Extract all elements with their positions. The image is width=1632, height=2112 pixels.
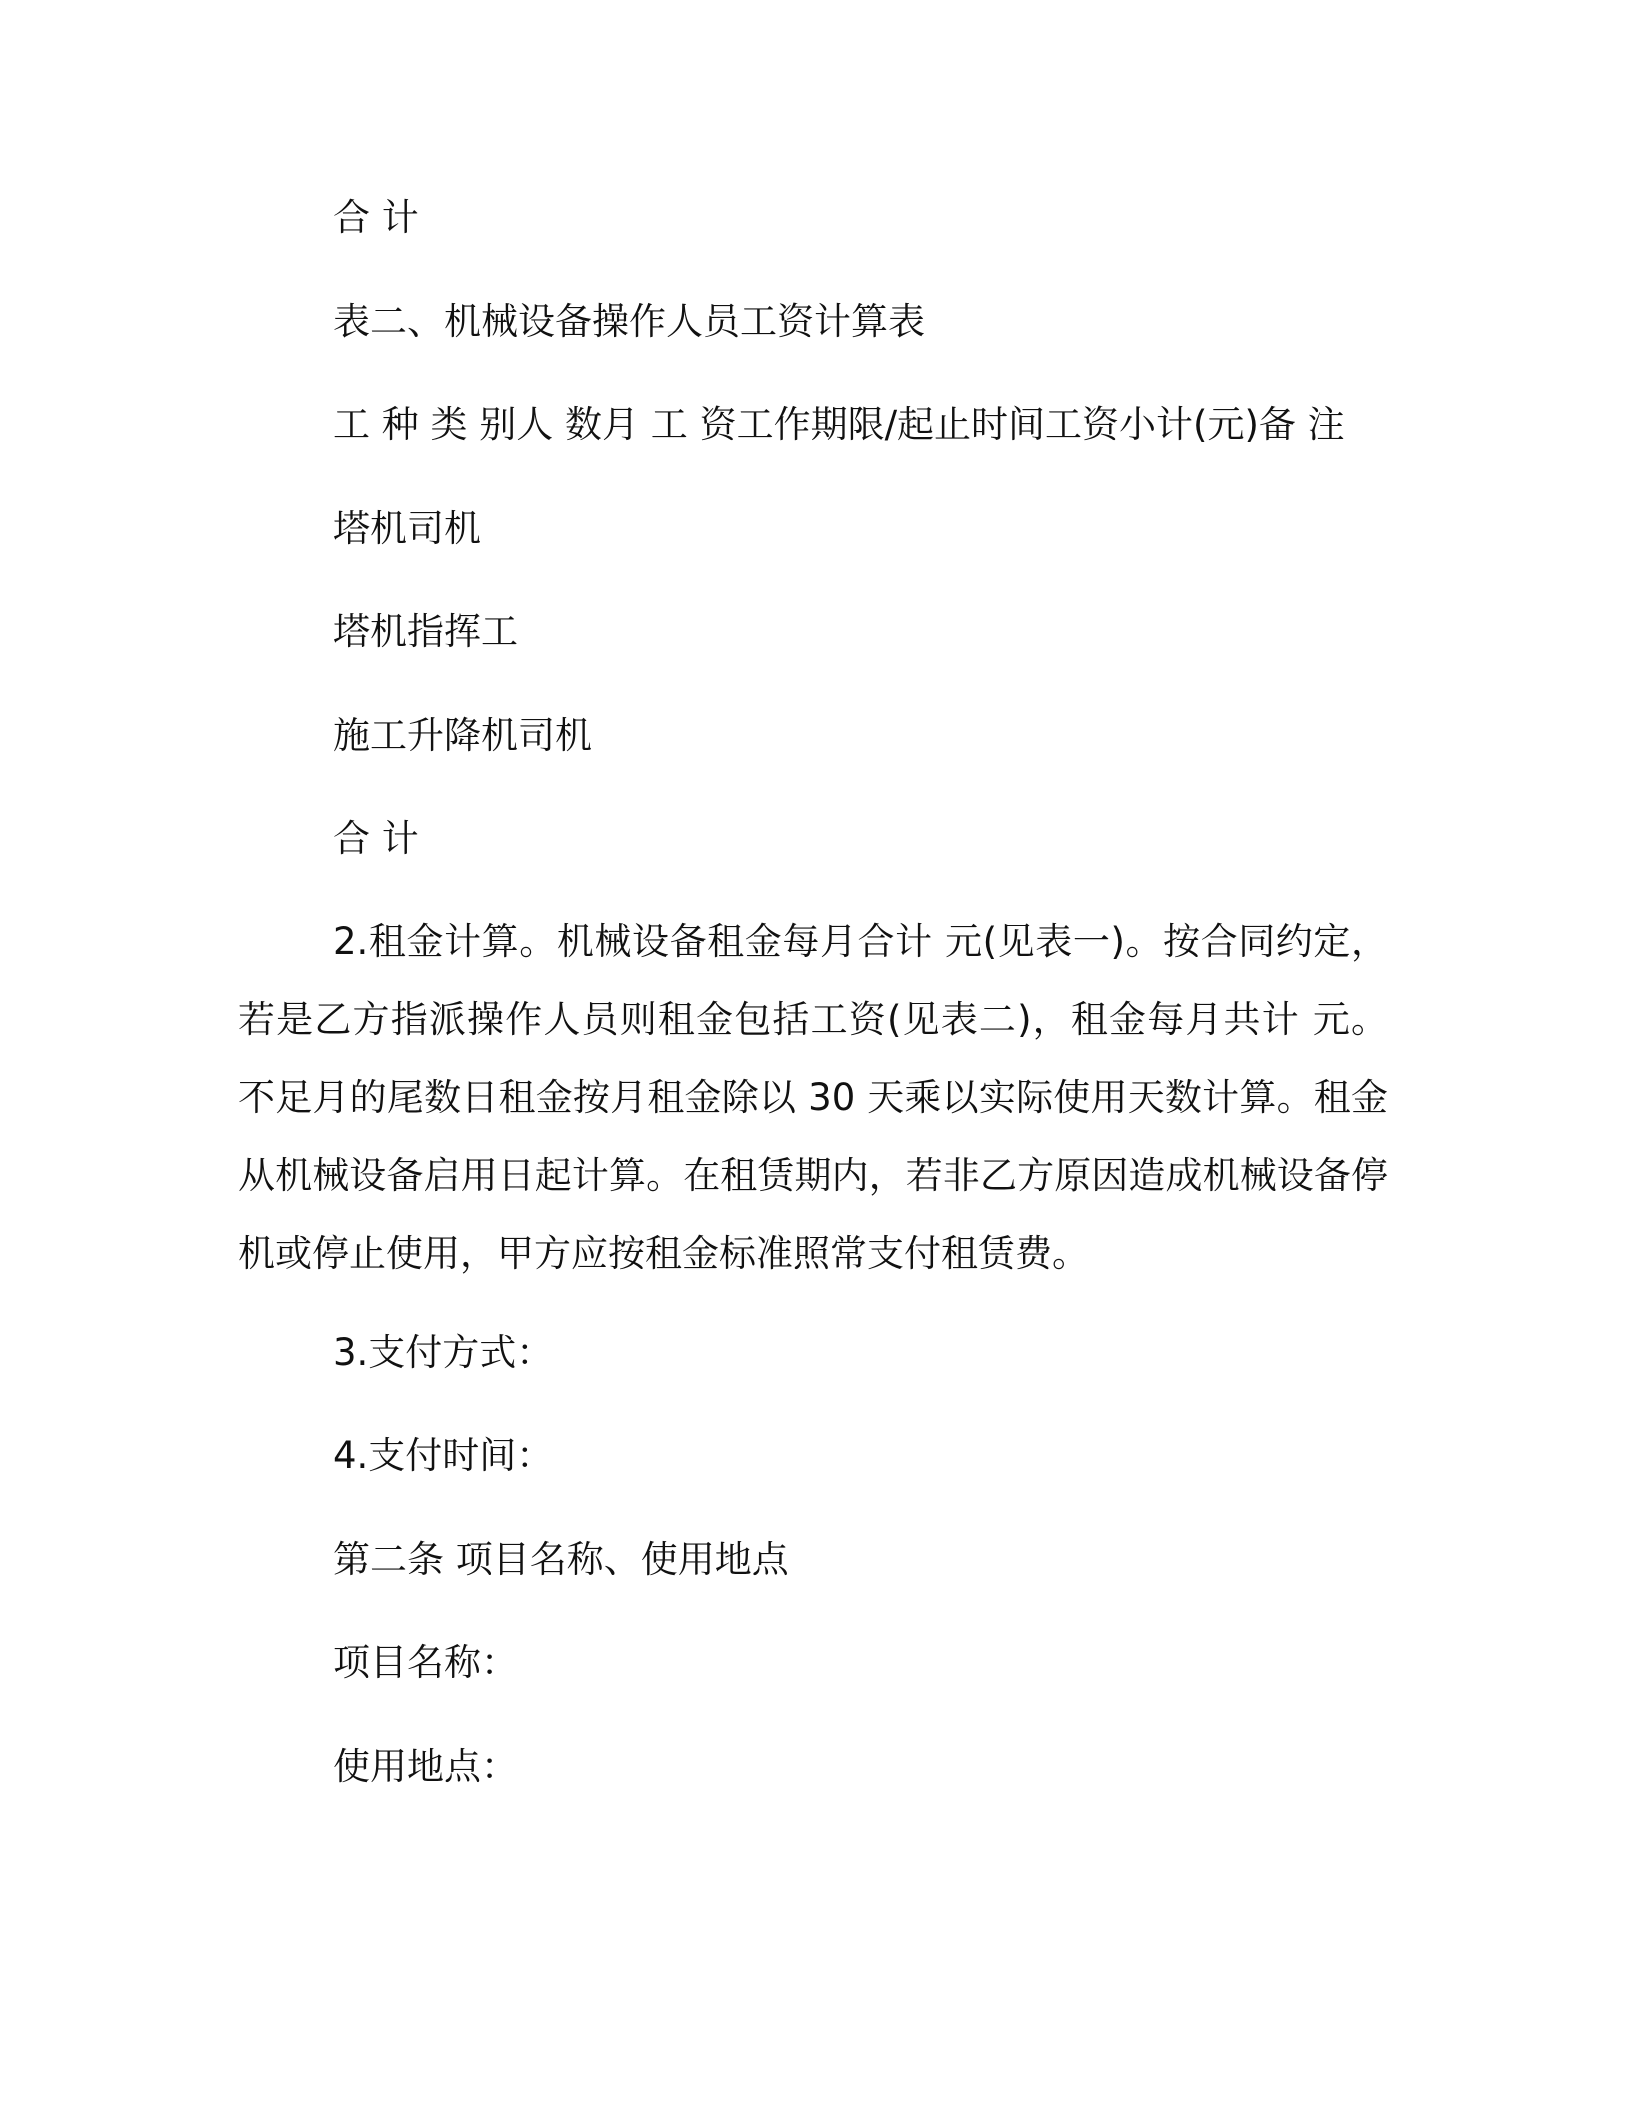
table2-header-row: 工 种 类 别人 数月 工 资工作期限/起止时间工资小计(元)备 注: [333, 403, 1345, 446]
table2-row-tower-crane-signaller: 塔机指挥工: [333, 610, 518, 653]
project-name-label: 项目名称：: [333, 1641, 518, 1684]
table2-row-hoist-driver: 施工升降机司机: [333, 714, 592, 757]
usage-location-label: 使用地点：: [333, 1745, 518, 1788]
rent-calculation-paragraph: 2.租金计算。机械设备租金每月合计 元(见表一)。按合同约定，若是乙方指派操作人员则租金包括工资(见表二)，租金每月共计 元。不足月的尾数日租金按月租金除以 30 天乘以实际使用天数计算。租金从机械设备启用日起计算。在租赁期内，若非乙方原因造成机械设备停机或停止使用，甲方应按租金标准照常支付租赁费。: [238, 920, 1388, 1275]
table2-title: 表二、机械设备操作人员工资计算表: [333, 300, 925, 343]
table2-total-label: 合 计: [333, 817, 419, 860]
payment-method-label: 3.支付方式：: [333, 1331, 554, 1374]
article-2-heading: 第二条 项目名称、使用地点: [333, 1538, 789, 1581]
table1-total-label: 合 计: [333, 196, 419, 239]
table2-row-tower-crane-driver: 塔机司机: [333, 507, 481, 550]
payment-time-label: 4.支付时间：: [333, 1434, 554, 1477]
